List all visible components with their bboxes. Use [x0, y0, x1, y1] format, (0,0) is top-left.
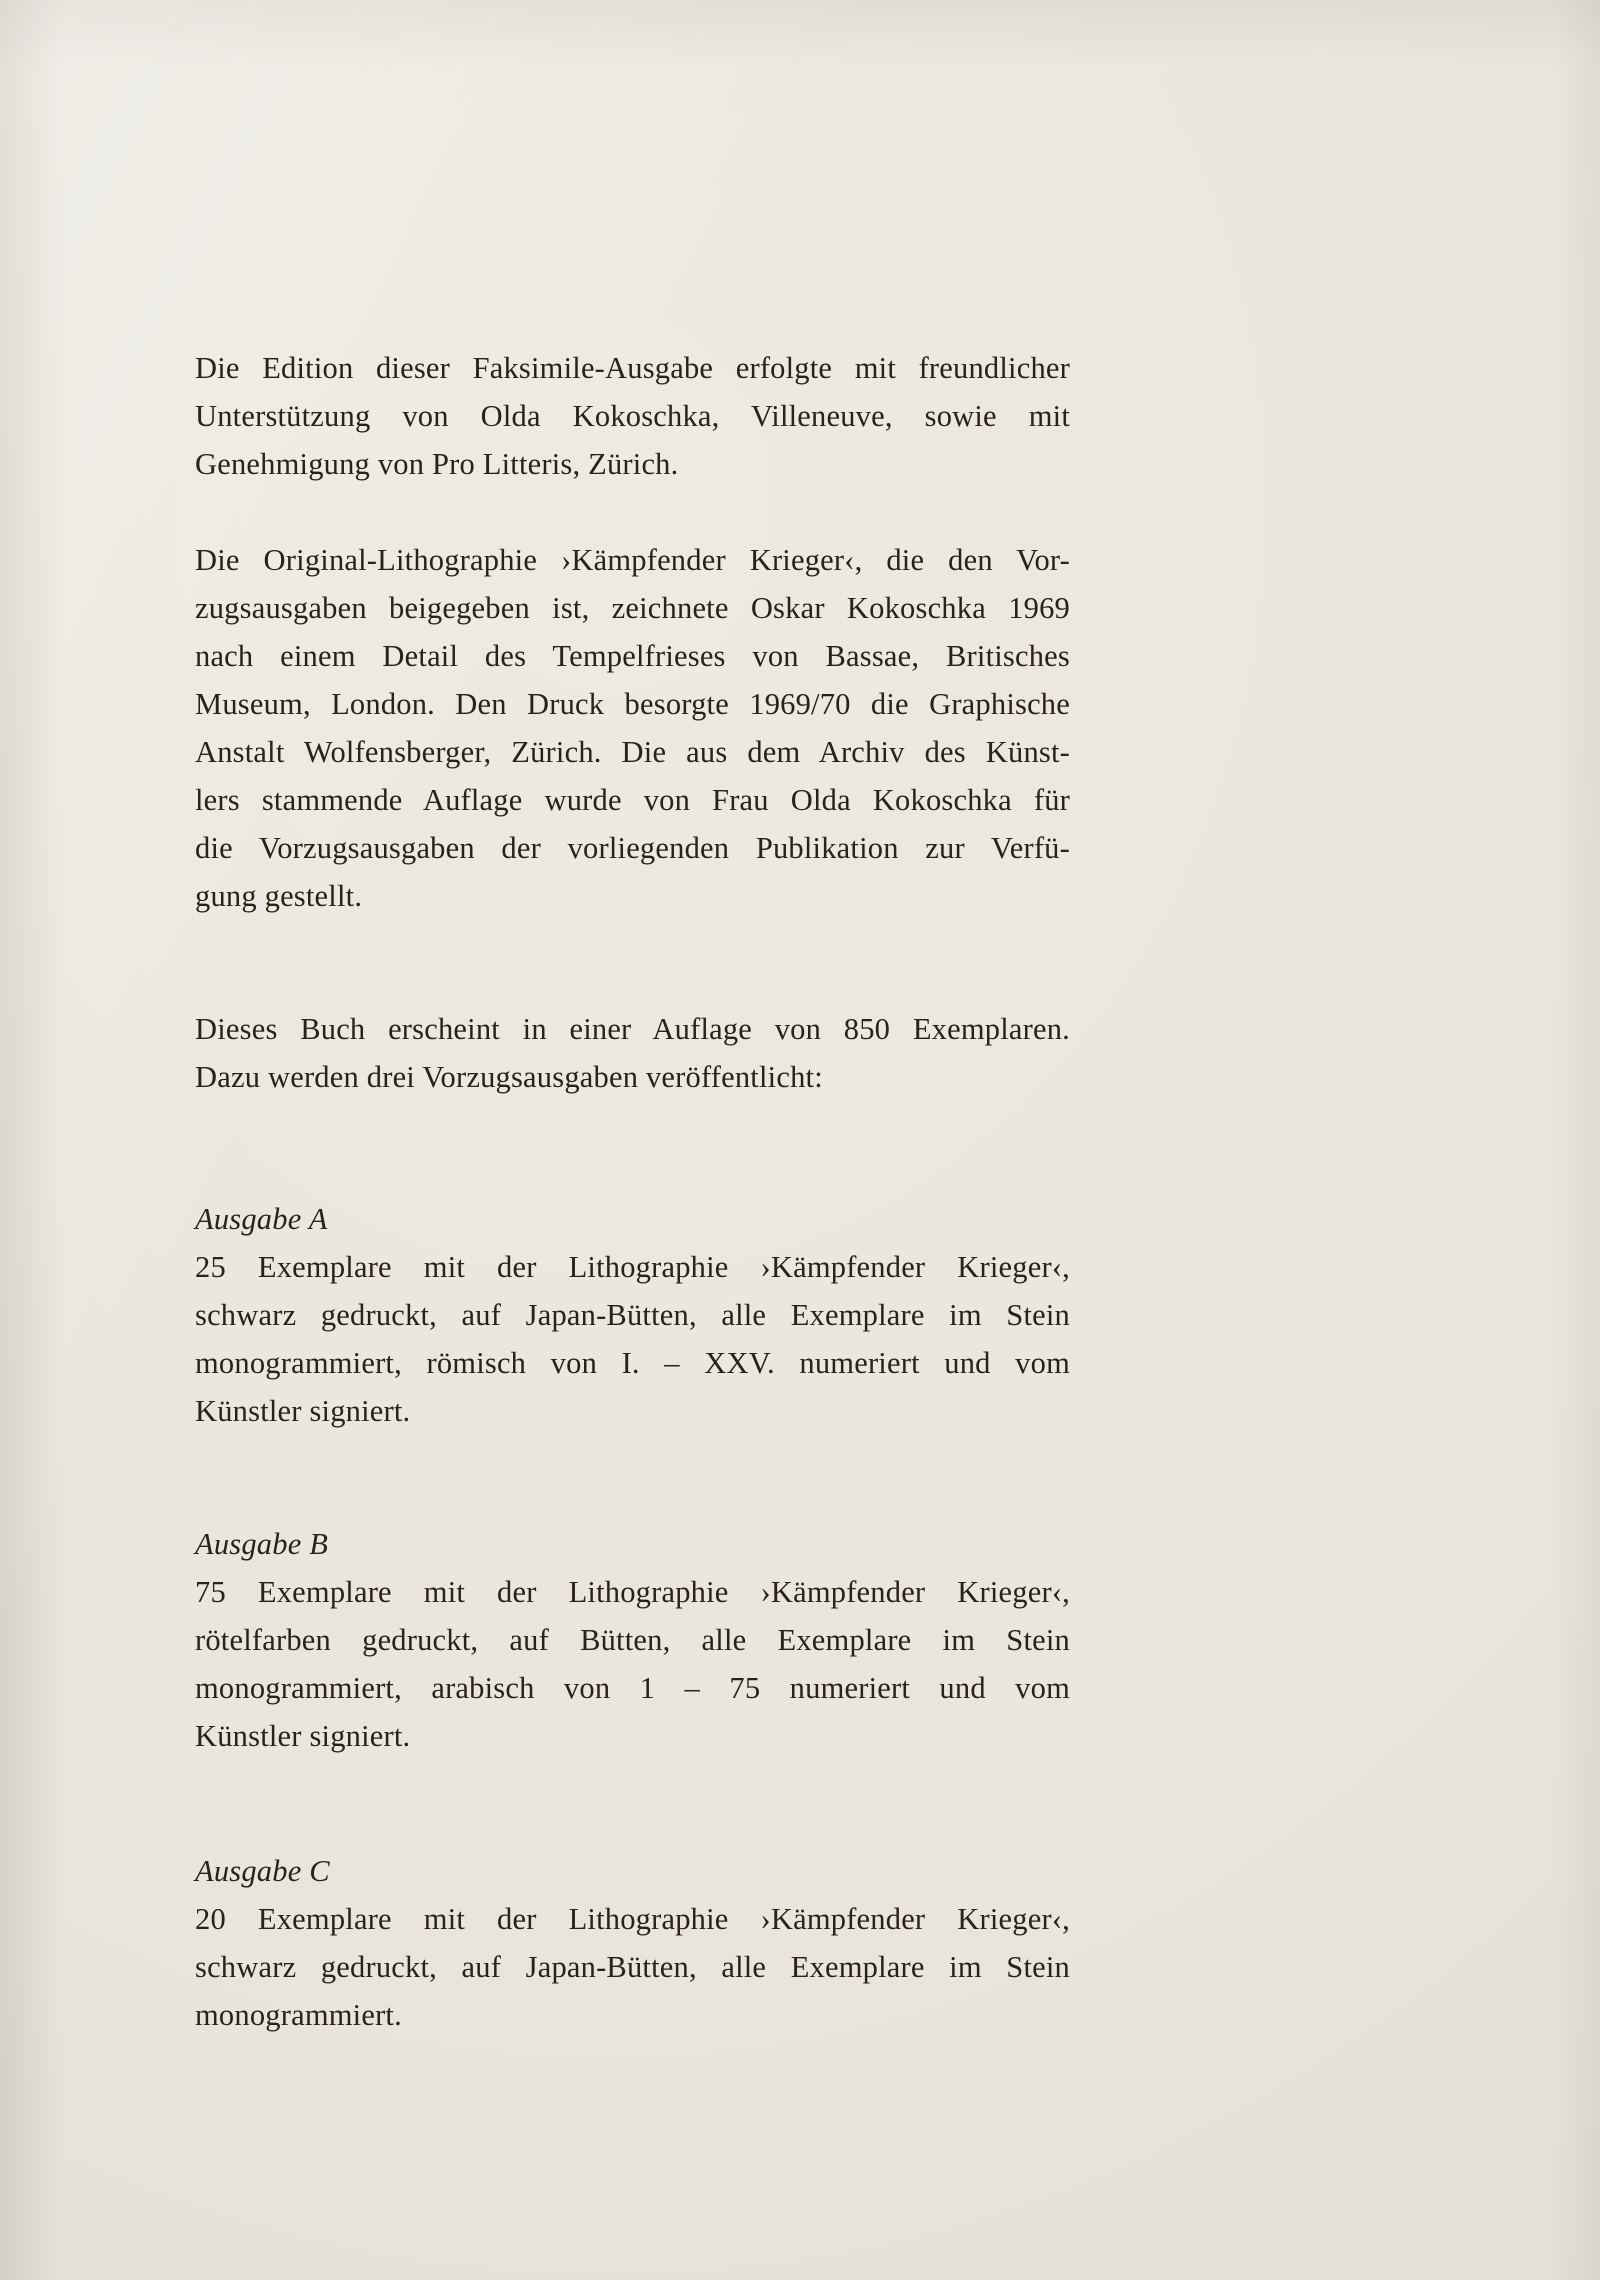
text-line: Dieses Buch erscheint in einer Auflage von 850 Exemplaren. [195, 1012, 1070, 1046]
text-line: Genehmigung von Pro Litteris, Zürich. [195, 447, 679, 481]
text-line: 20 Exemplare mit der Lithographie ›Kämpfender Krieger‹, [195, 1902, 1070, 1936]
text-line: schwarz gedruckt, auf Japan-Bütten, alle Exemplare im Stein [195, 1298, 1070, 1332]
text-line: Anstalt Wolfensberger, Zürich. Die aus dem Archiv des Künst- [195, 735, 1070, 769]
text-line: die Vorzugsausgaben der vorliegenden Publikation zur Verfü- [195, 831, 1070, 865]
text-line: monogrammiert, arabisch von 1 – 75 numeriert und vom [195, 1671, 1070, 1705]
text-column [195, 344, 1070, 2039]
text-line: lers stammende Auflage wurde von Frau Olda Kokoschka für [195, 783, 1070, 817]
text-line: schwarz gedruckt, auf Japan-Bütten, alle Exemplare im Stein [195, 1950, 1070, 1984]
text-line: 25 Exemplare mit der Lithographie ›Kämpfender Krieger‹, [195, 1250, 1070, 1284]
edition-a-text [195, 1243, 1070, 1435]
text-line: Dazu werden drei Vorzugsausgaben veröffentlicht: [195, 1060, 823, 1094]
text-line: Unterstützung von Olda Kokoschka, Villeneuve, sowie mit [195, 399, 1070, 433]
edition-c-text [195, 1895, 1070, 2039]
text-line: 75 Exemplare mit der Lithographie ›Kämpfender Krieger‹, [195, 1575, 1070, 1609]
edition-c-heading: Ausgabe C [195, 1854, 330, 1888]
edition-b-block [195, 1520, 1070, 1760]
text-line: rötelfarben gedruckt, auf Bütten, alle Exemplare im Stein [195, 1623, 1070, 1657]
text-line: zugsausgaben beigegeben ist, zeichnete Oskar Kokoschka 1969 [195, 591, 1070, 625]
paragraph-edition-note [195, 344, 1070, 488]
edition-a-block [195, 1195, 1070, 1435]
text-line: monogrammiert. [195, 1998, 402, 2032]
text-line: Künstler signiert. [195, 1394, 411, 1428]
text-line: gung gestellt. [195, 879, 363, 913]
text-line: Künstler signiert. [195, 1719, 411, 1753]
edition-b-heading: Ausgabe B [195, 1527, 329, 1561]
edition-a-heading: Ausgabe A [195, 1202, 328, 1236]
text-line: Die Original-Lithographie ›Kämpfender Krieger‹, die den Vor- [195, 543, 1070, 577]
edition-b-text [195, 1568, 1070, 1760]
paragraph-print-run [195, 1005, 1070, 1101]
text-line: monogrammiert, römisch von I. – XXV. numeriert und vom [195, 1346, 1070, 1380]
paragraph-lithograph-note [195, 536, 1070, 920]
text-line: Museum, London. Den Druck besorgte 1969/70 die Graphische [195, 687, 1070, 721]
edition-c-block [195, 1847, 1070, 2039]
text-line: Die Edition dieser Faksimile-Ausgabe erfolgte mit freundlicher [195, 351, 1070, 385]
text-line: nach einem Detail des Tempelfrieses von Bassae, Britisches [195, 639, 1070, 673]
